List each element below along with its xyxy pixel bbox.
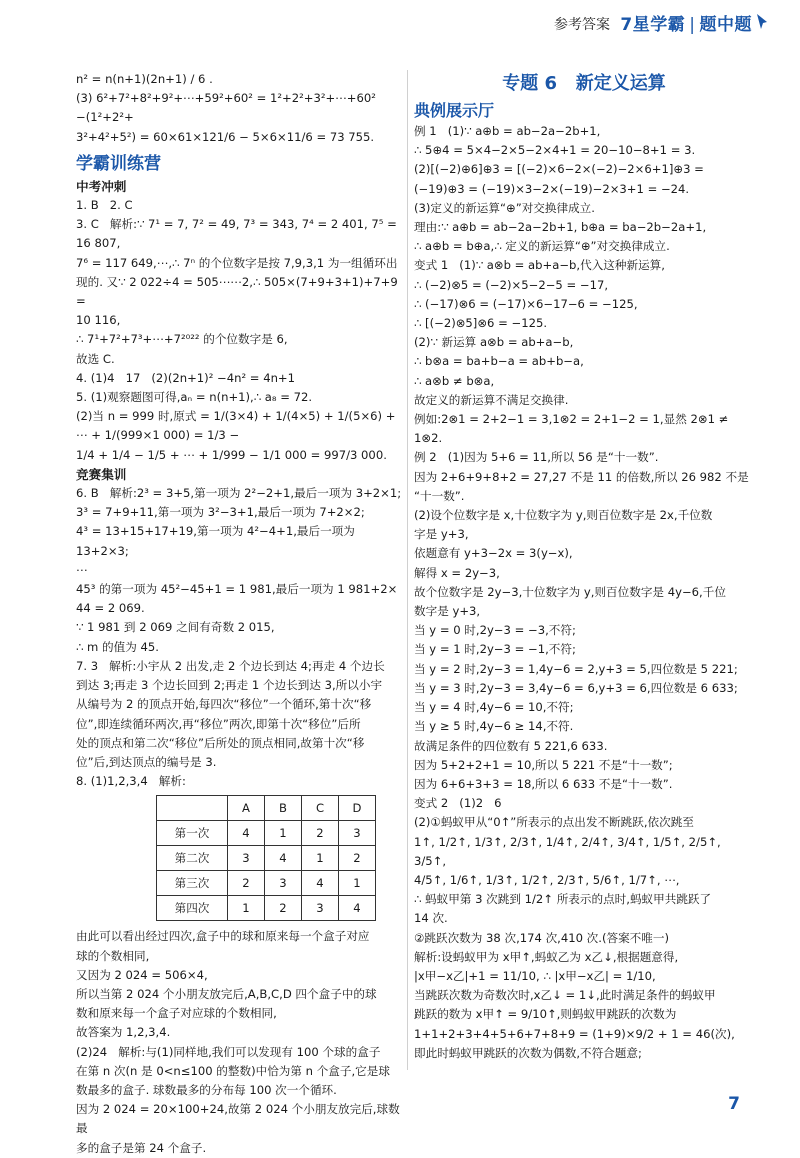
right-line: 因为 6+6+3+3 = 18,所以 6 633 不是“十一数”. xyxy=(414,776,673,791)
subheading-exam: 中考冲刺 xyxy=(76,178,127,194)
left-line: 3³ = 7+9+11,第一项为 3²−3+1,最后一项为 7+2×2; xyxy=(76,505,365,520)
left-line: 4. (1)4 17 (2)(2n+1)² −4n² = 4n+1 xyxy=(76,370,296,385)
table-cell: 2 xyxy=(265,896,302,921)
left-line: 球的个数相同, xyxy=(76,948,150,963)
left-line: (2)24 解析:与(1)同样地,我们可以发现有 100 个球的盒子 xyxy=(76,1044,381,1059)
right-line: 当跳跃次数为奇数次时,x乙↓ = 1↓,此时满足条件的蚂蚁甲 xyxy=(414,988,716,1003)
left-line: 故答案为 1,2,3,4. xyxy=(76,1025,171,1040)
table-cell: 4 xyxy=(339,896,376,921)
left-line: ∴ 7¹+7²+7³+⋯+7²⁰²² 的个位数字是 6, xyxy=(76,332,288,347)
table-cell: 1 xyxy=(228,896,265,921)
right-line: ∴ a⊕b = b⊕a,∴ 定义的新运算“⊕”对交换律成立. xyxy=(414,239,670,254)
left-line: 故选 C. xyxy=(76,351,115,366)
left-line: ∴ m 的值为 45. xyxy=(76,639,159,654)
brand-left: 7星学霸 xyxy=(620,15,686,35)
left-line: 7. 3 解析:小宇从 2 出发,走 2 个边长到达 4;再走 4 个边长 xyxy=(76,658,385,673)
table-cell: 4 xyxy=(265,846,302,871)
left-line: 位”,即连续循环两次,再“移位”两次,即第十次“移位”后所 xyxy=(76,716,361,731)
table-row xyxy=(157,871,376,896)
right-line: “十一数”. xyxy=(414,488,465,503)
right-line: 变式 1 (1)∵ a⊗b = ab+a−b,代入这种新运算, xyxy=(414,258,665,273)
left-line: 1. B 2. C xyxy=(76,198,133,213)
table-row xyxy=(157,896,376,921)
right-line: 当 y = 4 时,4y−6 = 10,不符; xyxy=(414,700,574,715)
right-line: (−19)⊕3 = (−19)×3−2×(−19)−2×3+1 = −24. xyxy=(414,181,690,196)
right-line: 理由:∵ a⊕b = ab−2a−2b+1, b⊕a = ba−2b−2a+1, xyxy=(414,220,707,235)
left-line: ∵ 1 981 到 2 069 之间有奇数 2 015, xyxy=(76,620,275,635)
right-line: 变式 2 (1)2 6 xyxy=(414,796,502,811)
left-line: 6. B 解析:2³ = 3+5,第一项为 2²−2+1,最后一项为 3+2×1; xyxy=(76,486,402,501)
table-header-cell: C xyxy=(302,796,339,821)
table-cell: 第二次 xyxy=(157,846,228,871)
page-number: 7 xyxy=(728,1094,740,1114)
right-line: 当 y = 1 时,2y−3 = −1,不符; xyxy=(414,642,576,657)
left-line: 5. (1)观察题图可得,aₙ = n(n+1),∴ a₈ = 72. xyxy=(76,390,313,405)
right-line: 当 y = 0 时,2y−3 = −3,不符; xyxy=(414,623,576,638)
table-row xyxy=(157,821,376,846)
right-line: 当 y ≥ 5 时,4y−6 ≥ 14,不符. xyxy=(414,719,574,734)
table-header-cell: B xyxy=(265,796,302,821)
right-line: 当 y = 3 时,2y−3 = 3,4y−6 = 6,y+3 = 6,四位数是 6 633; xyxy=(414,680,738,695)
left-line: 在第 n 次(n 是 0<n≤100 的整数)中恰为第 n 个盒子,它是球 xyxy=(76,1063,390,1078)
table-cell: 第一次 xyxy=(157,821,228,846)
subheading-contest: 竞赛集训 xyxy=(76,466,127,482)
right-line: 当 y = 2 时,2y−3 = 1,4y−6 = 2,y+3 = 5,四位数是 5 221; xyxy=(414,661,738,676)
right-line: 即此时蚂蚁甲跳跃的次数为偶数,不符合题意; xyxy=(414,1045,642,1060)
left-line: 由此可以看出经过四次,盒子中的球和原来每一个盒子对应 xyxy=(76,929,370,944)
right-line: 1+1+2+3+4+5+6+7+8+9 = (1+9)×9/2 + 1 = 46(次), xyxy=(414,1026,735,1041)
right-line: (2)[(−2)⊕6]⊕3 = [(−2)×6−2×(−2)−2×6+1]⊕3 = xyxy=(414,162,704,177)
right-line: 例 2 (1)因为 5+6 = 11,所以 56 是“十一数”. xyxy=(414,450,659,465)
right-line: (2)设个位数字是 x,十位数字为 y,则百位数字是 2x,千位数 xyxy=(414,508,713,523)
left-line: 3. C 解析:∵ 7¹ = 7, 7² = 49, 7³ = 343, 7⁴ = 2 401, 7⁵ = 16 807, xyxy=(76,217,401,251)
table-header-cell xyxy=(157,796,228,821)
left-line: n² = n(n+1)(2n+1) / 6 . xyxy=(76,72,213,86)
section-heading-examples: 典例展示厅 xyxy=(414,101,495,120)
left-line: 处的顶点和第二次“移位”后所处的顶点相同,故第十次“移 xyxy=(76,735,365,750)
left-line: 位”后,到达顶点的编号是 3. xyxy=(76,754,217,769)
left-line: 数最多的盒子. 球数最多的分布每 100 次一个循环. xyxy=(76,1082,337,1097)
right-line: 例 1 (1)∵ a⊕b = ab−2a−2b+1, xyxy=(414,124,601,138)
right-line: 因为 5+2+2+1 = 10,所以 5 221 不是“十一数”; xyxy=(414,757,673,772)
column-divider xyxy=(407,70,408,1070)
right-line: 故满足条件的四位数有 5 221,6 633. xyxy=(414,738,608,753)
table-cell: 第三次 xyxy=(157,871,228,896)
right-line: ∴ 5⊕4 = 5×4−2×5−2×4+1 = 20−10−8+1 = 3. xyxy=(414,143,696,158)
right-line: 依题意有 y+3−2x = 3(y−x), xyxy=(414,546,573,561)
table-cell: 3 xyxy=(265,871,302,896)
left-column xyxy=(76,70,402,1158)
left-line: 现的. 又∵ 2 022÷4 = 505⋯⋯2,∴ 505×(7+9+3+1)+7+9 = xyxy=(76,274,402,309)
table-cell: 4 xyxy=(228,821,265,846)
table-cell: 1 xyxy=(339,871,376,896)
right-line: 故定义的新运算不满足交换律. xyxy=(414,392,569,407)
right-line: 跳跃的数为 x甲↑ = 9/10↑,则蚂蚁甲跳跃的次数为 xyxy=(414,1007,677,1022)
left-line: (2)当 n = 999 时,原式 = 1/(3×4) + 1/(4×5) + 1/(5×6) + ⋯ + 1/(999×1 000) = 1/3 − xyxy=(76,409,400,443)
right-line: ∴ b⊗a = ba+b−a = ab+b−a, xyxy=(414,354,584,369)
right-line: 故个位数字是 2y−3,十位数字为 y,则百位数字是 4y−6,千位 xyxy=(414,584,726,599)
reference-answer-label: 参考答案 xyxy=(554,17,610,33)
left-line: 4³ = 13+15+17+19,第一项为 4²−4+1,最后一项为 13+2×3; xyxy=(76,524,359,558)
ball-distribution-table xyxy=(156,795,376,921)
right-column xyxy=(414,70,754,1063)
brand-right: 题中题 xyxy=(699,15,752,35)
left-line: 45³ 的第一项为 45²−45+1 = 1 981,最后一项为 1 981+2× xyxy=(76,582,398,597)
table-cell: 3 xyxy=(228,846,265,871)
table-cell: 3 xyxy=(302,896,339,921)
table-header-cell: D xyxy=(339,796,376,821)
table-cell: 2 xyxy=(339,846,376,871)
table-cell: 2 xyxy=(228,871,265,896)
left-line: 3²+4²+5²) = 60×61×121/6 − 5×6×11/6 = 73 755. xyxy=(76,129,375,144)
left-line: 1/4 + 1/4 − 1/5 + ⋯ + 1/999 − 1/1 000 = 997/3 000. xyxy=(76,447,387,462)
right-line: 14 次. xyxy=(414,911,448,926)
right-line: (2)∵ 新运算 a⊗b = ab+a−b, xyxy=(414,335,574,350)
table-row xyxy=(157,846,376,871)
right-line: 1↑, 1/2↑, 1/3↑, 2/3↑, 1/4↑, 2/4↑, 3/4↑, 1/5↑, 2/5↑, 3/5↑, xyxy=(414,834,725,868)
section-heading-training: 学霸训练营 xyxy=(76,153,161,174)
table-cell: 1 xyxy=(302,846,339,871)
table-cell: 2 xyxy=(302,821,339,846)
left-line: 10 116, xyxy=(76,313,121,328)
left-line: 因为 2 024 = 20×100+24,故第 2 024 个小朋友放完后,球数最 xyxy=(76,1102,400,1136)
left-line: 44 = 2 069. xyxy=(76,601,145,616)
table-cell: 4 xyxy=(302,871,339,896)
right-line: (3)定义的新运算“⊕”对交换律成立. xyxy=(414,200,595,215)
left-line: 又因为 2 024 = 506×4, xyxy=(76,967,208,982)
left-line: 7⁶ = 117 649,⋯,∴ 7ⁿ 的个位数字是按 7,9,3,1 为一组循环出 xyxy=(76,255,398,270)
page-header xyxy=(0,0,800,60)
right-line: ∴ a⊗b ≠ b⊗a, xyxy=(414,373,495,388)
table-header-cell: A xyxy=(228,796,265,821)
right-line: (2)①蚂蚁甲从“0↑”所表示的点出发不断跳跃,依次跳至 xyxy=(414,815,694,830)
left-line: 到达 3;再走 3 个边长回到 2;再走 1 个边长到达 3,所以小宇 xyxy=(76,678,383,693)
right-line: ②跳跃次数为 38 次,174 次,410 次.(答案不唯一) xyxy=(414,930,669,945)
topic-title: 专题 6 新定义运算 xyxy=(502,73,666,94)
left-line: 多的盒子是第 24 个盒子. xyxy=(76,1140,207,1155)
left-line: 8. (1)1,2,3,4 解析: xyxy=(76,774,186,789)
left-line: 所以当第 2 024 个小朋友放完后,A,B,C,D 四个盒子中的球 xyxy=(76,986,377,1001)
left-line: 数和原来每一个盒子对应球的个数相同, xyxy=(76,1006,277,1021)
right-line: 例如:2⊗1 = 2+2−1 = 3,1⊗2 = 2+1−2 = 1,显然 2⊗1 ≠ 1⊗2. xyxy=(414,412,733,446)
brand-title xyxy=(620,10,752,35)
right-line: ∴ (−17)⊗6 = (−17)×6−17−6 = −125, xyxy=(414,296,638,311)
left-line: 从编号为 2 的顶点开始,每四次“移位”一个循环,第十次“移 xyxy=(76,697,372,712)
brand-separator: | xyxy=(689,15,696,35)
right-line: |x甲−x乙|+1 = 11/10, ∴ |x甲−x乙| = 1/10, xyxy=(414,968,656,983)
table-header-row xyxy=(157,796,376,821)
right-line: ∴ (−2)⊗5 = (−2)×5−2−5 = −17, xyxy=(414,277,609,292)
right-line: ∴ [(−2)⊗5]⊗6 = −125. xyxy=(414,316,548,331)
pen-icon xyxy=(754,12,770,32)
left-line: ⋯ xyxy=(76,562,88,577)
right-line: 数字是 y+3, xyxy=(414,604,481,619)
table-cell: 3 xyxy=(339,821,376,846)
right-line: 因为 2+6+9+8+2 = 27,27 不是 11 的倍数,所以 26 982 不是 xyxy=(414,469,749,484)
right-line: 解析:设蚂蚁甲为 x甲↑,蚂蚁乙为 x乙↓,根据题意得, xyxy=(414,949,679,964)
table-cell: 1 xyxy=(265,821,302,846)
right-line: 字是 y+3, xyxy=(414,527,469,542)
table-cell: 第四次 xyxy=(157,896,228,921)
right-line: ∴ 蚂蚁甲第 3 次跳到 1/2↑ 所表示的点时,蚂蚁甲共跳跃了 xyxy=(414,892,712,907)
left-line: (3) 6²+7²+8²+9²+⋯+59²+60² = 1²+2²+3²+⋯+60² −(1²+2²+ xyxy=(76,91,380,125)
right-line: 解得 x = 2y−3, xyxy=(414,565,500,580)
right-line: 4/5↑, 1/6↑, 1/3↑, 1/2↑, 2/3↑, 5/6↑, 1/7↑, ⋯, xyxy=(414,872,680,887)
